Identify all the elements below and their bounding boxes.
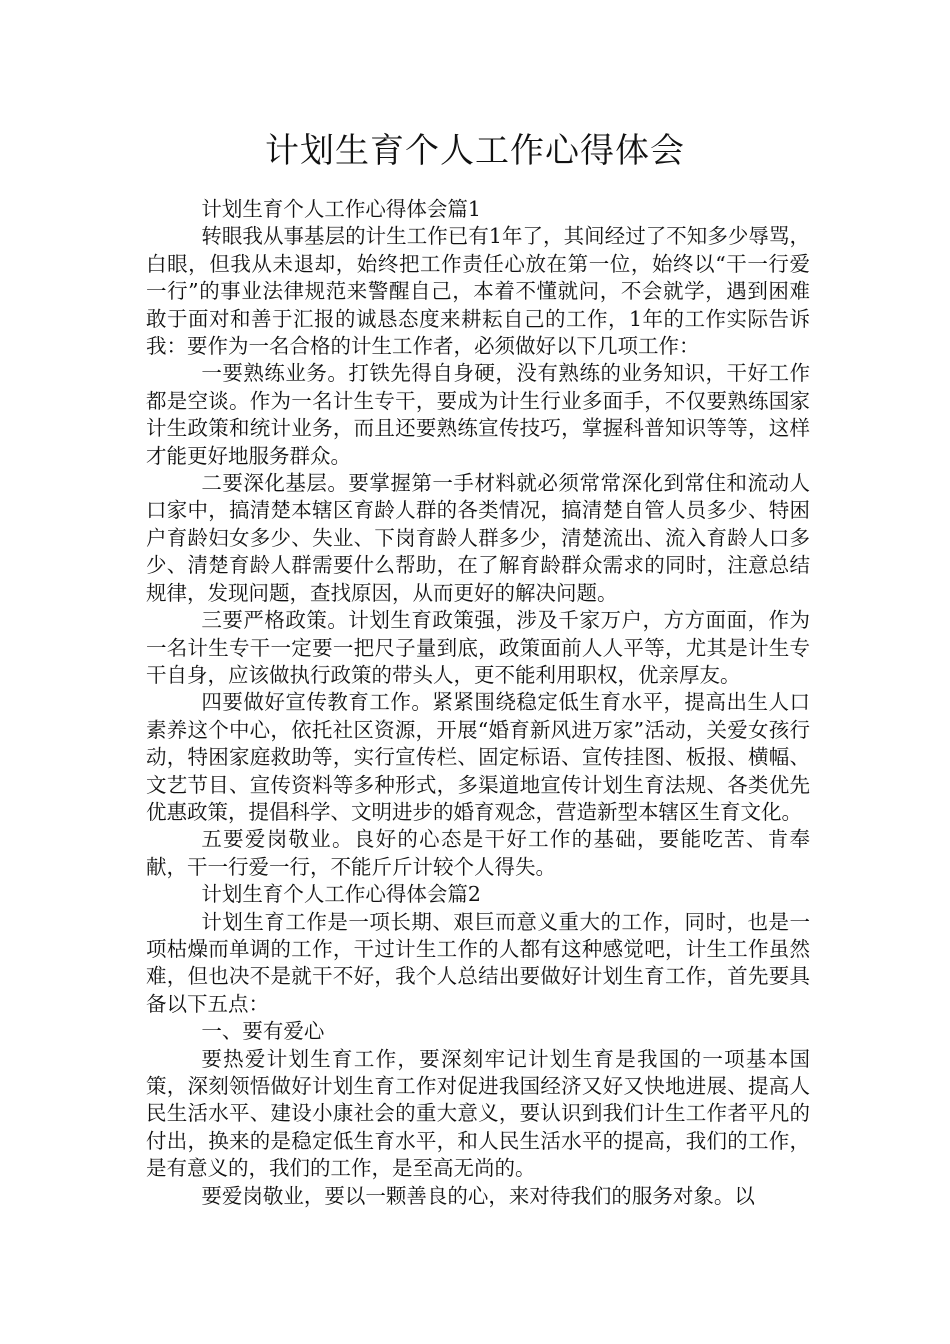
document-title: 计划生育个人工作心得体会 bbox=[265, 131, 685, 171]
paragraph-love: 要热爱计划生育工作，要深刻牢记计划生育是我国的一项基本国策，深刻领悟做好计划生育工作对促进我国经济又好又快地进展、提高人民生活水平、建设小康社会的重大意义，要认识到我们计生工作者平凡的付出，换来的是稳定低生育水平，和人民生活水平的提高，我们的工作，是有意义的，我们的工作，是至高无尚的。 bbox=[146, 1046, 810, 1181]
paragraph-item-2: 二要深化基层。要掌握第一手材料就必须常常深化到常住和流动人口家中，搞清楚本辖区育龄人群的各类情况，搞清楚自管人员多少、特困户育龄妇女多少、失业、下岗育龄人群多少，清楚流出、流入育龄人口多少、清楚育龄人群需要什么帮助，在了解育龄群众需求的同时，注意总结规律，发现问题，查找原因，从而更好的解决问题。 bbox=[146, 471, 810, 605]
paragraph-intro-2: 计划生育工作是一项长期、艰巨而意义重大的工作，同时，也是一项枯燥而单调的工作，干过计生工作的人都有这种感觉吧，计生工作虽然难，但也决不是就干不好，我个人总结出要做好计划生育工作，首先要具备以下五点： bbox=[146, 909, 810, 1016]
paragraph-item-5: 五要爱岗敬业。良好的心态是干好工作的基础，要能吃苦、肯奉献，干一行爱一行，不能斤斤计较个人得失。 bbox=[146, 827, 810, 879]
subheading-love: 一、要有爱心 bbox=[201, 1019, 325, 1044]
paragraph-dedication: 要爱岗敬业，要以一颗善良的心，来对待我们的服务对象。以 bbox=[201, 1183, 755, 1208]
paragraph-item-4: 四要做好宣传教育工作。紧紧围绕稳定低生育水平，提高出生人口素养这个中心，依托社区资源，开展“婚育新风进万家”活动，关爱女孩行动，特困家庭救助等，实行宣传栏、固定标语、宣传挂图、板报、横幅、文艺节目、宣传资料等多种形式，多渠道地宣传计划生育法规、各类优先优惠政策，提倡科学、文明进步的婚育观念，营造新型本辖区生育文化。 bbox=[146, 690, 810, 824]
document-body bbox=[146, 196, 810, 1210]
paragraph-item-1: 一要熟练业务。打铁先得自身硬，没有熟练的业务知识，干好工作都是空谈。作为一名计生专干，要成为计生行业多面手，不仅要熟练国家计生政策和统计业务，而且还要熟练宣传技巧，掌握科普知识等等，这样才能更好地服务群众。 bbox=[146, 361, 810, 468]
section-heading-2: 计划生育个人工作心得体会篇2 bbox=[201, 882, 481, 907]
paragraph-item-3: 三要严格政策。计划生育政策强，涉及千家万户，方方面面，作为一名计生专干一定要一把尺子量到底，政策面前人人平等，尤其是计生专干自身，应该做执行政策的带头人，更不能利用职权，优亲厚友。 bbox=[146, 608, 810, 687]
paragraph-intro: 转眼我从事基层的计生工作已有1年了，其间经过了不知多少辱骂，白眼，但我从未退却，始终把工作责任心放在第一位，始终以“干一行爱一行”的事业法律规范来警醒自己，本着不懂就问，不会就学，遇到困难敢于面对和善于汇报的诚恳态度来耕耘自己的工作，1年的工作实际告诉我：要作为一名合格的计生工作者，必须做好以下几项工作： bbox=[146, 224, 810, 359]
section-heading-1: 计划生育个人工作心得体会篇1 bbox=[201, 197, 481, 221]
